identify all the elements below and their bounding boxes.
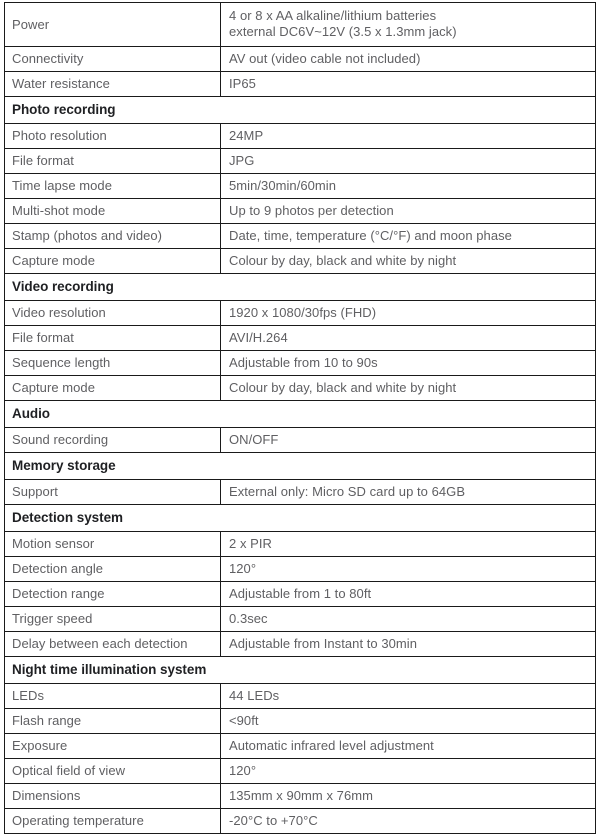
- spec-label-cell: Sequence length: [5, 351, 221, 376]
- spec-value-cell: [221, 809, 596, 834]
- spec-label-cell: Photo resolution: [5, 124, 221, 149]
- spec-label-cell: Detection range: [5, 582, 221, 607]
- spec-value-line: External only: Micro SD card up to 64GB: [229, 483, 466, 499]
- spec-value-line: Date, time, temperature (°C/°F) and moon phase: [229, 227, 512, 243]
- spec-value-line: AV out (video cable not included): [229, 50, 421, 66]
- spec-value-line: Adjustable from 10 to 90s: [229, 354, 378, 370]
- table-row: [5, 809, 596, 834]
- spec-value-cell: [221, 72, 596, 97]
- spec-value-cell: [221, 784, 596, 809]
- table-row: [5, 557, 596, 582]
- spec-value-cell: [221, 326, 596, 351]
- spec-value-cell: [221, 47, 596, 72]
- spec-value-line: 4 or 8 x AA alkaline/lithium batteries: [229, 8, 437, 23]
- table-row: [5, 428, 596, 453]
- spec-label-cell: Connectivity: [5, 47, 221, 72]
- section-header-row: [5, 401, 596, 428]
- table-row: [5, 301, 596, 326]
- spec-label-cell: Motion sensor: [5, 532, 221, 557]
- spec-label-cell: Multi-shot mode: [5, 199, 221, 224]
- spec-value-line: ON/OFF: [229, 431, 279, 447]
- table-row: [5, 582, 596, 607]
- spec-label-cell: Exposure: [5, 734, 221, 759]
- spec-value-cell: [221, 428, 596, 453]
- spec-value-line: external DC6V~12V (3.5 x 1.3mm jack): [229, 24, 457, 39]
- spec-value-cell: [221, 351, 596, 376]
- spec-label-cell: Power: [5, 3, 221, 47]
- spec-value-line: 1920 x 1080/30fps (FHD): [229, 304, 377, 320]
- spec-label-cell: Dimensions: [5, 784, 221, 809]
- spec-value-line: 2 x PIR: [229, 535, 272, 551]
- spec-label-cell: Delay between each detection: [5, 632, 221, 657]
- spec-value-line: Colour by day, black and white by night: [229, 379, 457, 395]
- spec-value-cell: [221, 734, 596, 759]
- table-row: [5, 709, 596, 734]
- spec-label-cell: Capture mode: [5, 376, 221, 401]
- spec-value-cell: [221, 174, 596, 199]
- spec-value-line: JPG: [229, 152, 255, 168]
- spec-value-line: 135mm x 90mm x 76mm: [229, 787, 373, 803]
- spec-value-cell: [221, 607, 596, 632]
- spec-label-cell: Detection angle: [5, 557, 221, 582]
- spec-value-line: 44 LEDs: [229, 687, 280, 703]
- spec-value-line: IP65: [229, 75, 256, 91]
- table-row: [5, 249, 596, 274]
- section-header-label: Video recording: [5, 274, 596, 301]
- specification-table-body: [5, 3, 596, 834]
- table-row: [5, 684, 596, 709]
- spec-label-cell: File format: [5, 326, 221, 351]
- spec-value-line: AVI/H.264: [229, 329, 288, 345]
- spec-value-cell: [221, 376, 596, 401]
- table-row: [5, 72, 596, 97]
- section-header-label: Night time illumination system: [5, 657, 596, 684]
- spec-value-cell: [221, 480, 596, 505]
- spec-value-cell: [221, 249, 596, 274]
- spec-value-cell: [221, 199, 596, 224]
- section-header-row: [5, 505, 596, 532]
- spec-value-cell: [221, 709, 596, 734]
- table-row: [5, 174, 596, 199]
- spec-label-cell: Video resolution: [5, 301, 221, 326]
- table-row: [5, 784, 596, 809]
- spec-label-cell: File format: [5, 149, 221, 174]
- spec-value-line: Adjustable from Instant to 30min: [229, 635, 418, 651]
- spec-value-cell: [221, 3, 596, 47]
- section-header-row: [5, 453, 596, 480]
- spec-label-cell: Support: [5, 480, 221, 505]
- table-row: [5, 376, 596, 401]
- table-row: [5, 199, 596, 224]
- spec-value-line: -20°C to +70°C: [229, 812, 318, 828]
- table-row: [5, 3, 596, 47]
- specification-table: [4, 2, 596, 834]
- spec-label-cell: Operating temperature: [5, 809, 221, 834]
- table-row: [5, 149, 596, 174]
- table-row: [5, 47, 596, 72]
- spec-label-cell: Capture mode: [5, 249, 221, 274]
- table-row: [5, 480, 596, 505]
- section-header-label: Audio: [5, 401, 596, 428]
- spec-label-cell: Sound recording: [5, 428, 221, 453]
- table-row: [5, 632, 596, 657]
- section-header-row: [5, 97, 596, 124]
- spec-value-cell: [221, 149, 596, 174]
- table-row: [5, 607, 596, 632]
- table-row: [5, 224, 596, 249]
- section-header-label: Detection system: [5, 505, 596, 532]
- table-row: [5, 532, 596, 557]
- spec-value-line: 120°: [229, 560, 257, 576]
- spec-value-line: Up to 9 photos per detection: [229, 202, 394, 218]
- table-row: [5, 351, 596, 376]
- spec-value-cell: [221, 759, 596, 784]
- spec-value-line: 5min/30min/60min: [229, 177, 337, 193]
- spec-value-cell: [221, 532, 596, 557]
- spec-label-cell: LEDs: [5, 684, 221, 709]
- spec-label-cell: Water resistance: [5, 72, 221, 97]
- spec-label-cell: Flash range: [5, 709, 221, 734]
- spec-value-line: Automatic infrared level adjustment: [229, 737, 434, 753]
- spec-value-line: 0.3sec: [229, 610, 268, 626]
- spec-value-cell: [221, 124, 596, 149]
- spec-value-cell: [221, 684, 596, 709]
- spec-value-cell: [221, 301, 596, 326]
- spec-value-cell: [221, 224, 596, 249]
- table-row: [5, 124, 596, 149]
- section-header-label: Photo recording: [5, 97, 596, 124]
- spec-value-cell: [221, 582, 596, 607]
- table-row: [5, 734, 596, 759]
- spec-label-cell: Optical field of view: [5, 759, 221, 784]
- table-row: [5, 326, 596, 351]
- section-header-row: [5, 274, 596, 301]
- spec-label-cell: Stamp (photos and video): [5, 224, 221, 249]
- spec-label-cell: Trigger speed: [5, 607, 221, 632]
- spec-value-line: Adjustable from 1 to 80ft: [229, 585, 372, 601]
- section-header-row: [5, 657, 596, 684]
- spec-value-cell: [221, 557, 596, 582]
- spec-label-cell: Time lapse mode: [5, 174, 221, 199]
- spec-value-line: <90ft: [229, 712, 259, 728]
- spec-value-line: 24MP: [229, 127, 264, 143]
- spec-value-cell: [221, 632, 596, 657]
- spec-value-line: 120°: [229, 762, 257, 778]
- table-row: [5, 759, 596, 784]
- spec-value-line: Colour by day, black and white by night: [229, 252, 457, 268]
- section-header-label: Memory storage: [5, 453, 596, 480]
